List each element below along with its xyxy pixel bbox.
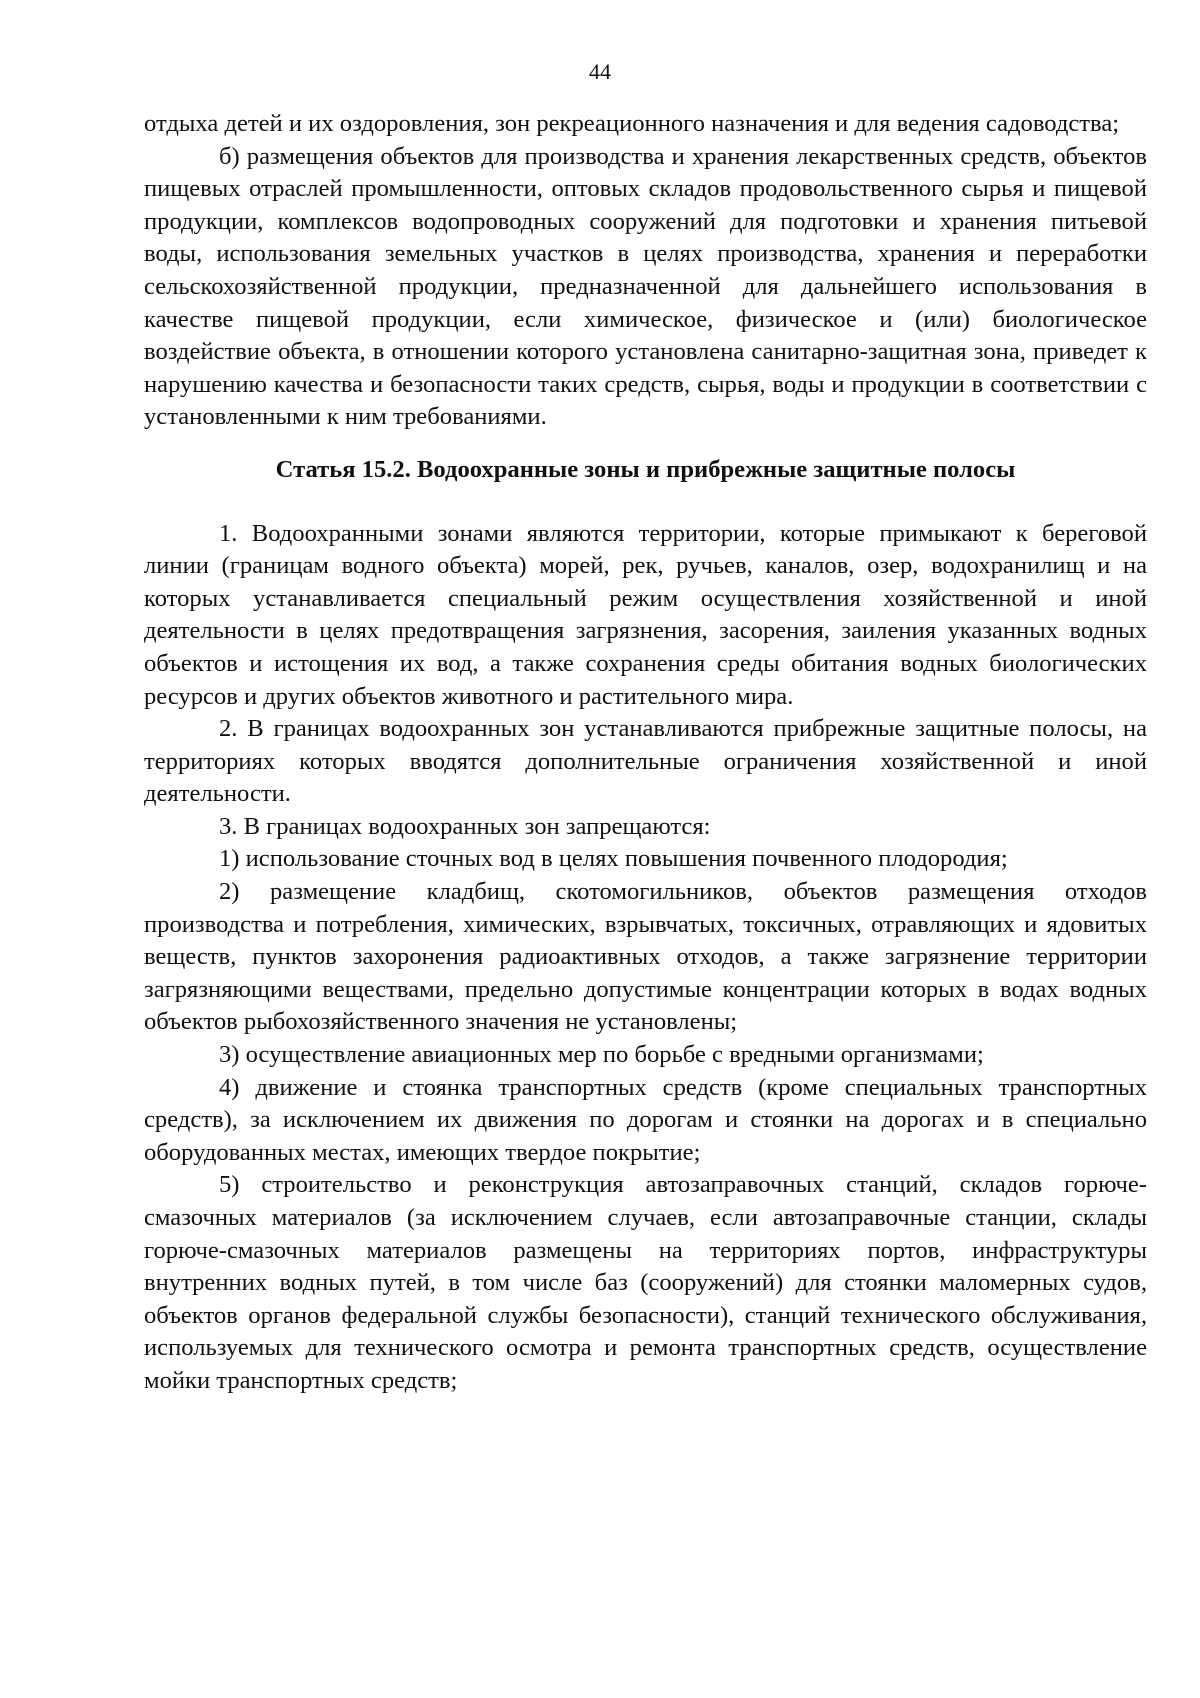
article-heading-block — [144, 434, 1147, 518]
paragraph-clause-3: 3. В границах водоохранных зон запрещаются: — [219, 812, 711, 840]
document-body — [144, 108, 1147, 1398]
list-item-4: 4) движение и стоянка транспортных средств (кроме специальных транспортных средств), за исключением их движения по дорогам и стоянки на дорогах и в специально оборудованных местах, имеющих твердое покрытие; — [144, 1073, 1147, 1166]
list-item-1: 1) использование сточных вод в целях повышения почвенного плодородия; — [219, 845, 1008, 873]
list-item-3: 3) осуществление авиационных мер по борьбе с вредными организмами; — [219, 1041, 984, 1069]
paragraph-continuation: отдыха детей и их оздоровления, зон рекреационного назначения и для ведения садоводства; — [144, 110, 1120, 137]
paragraph-item-b: б) размещения объектов для производства и хранения лекарственных средств, объектов пищевых отраслей промышленности, оптовых складов продовольственного сырья и пищевой продукции, комплексов водопроводных сооружений для подготовки и хранения питьевой воды, использования земельных участков в целях производства, хранения и переработки сельскохозяйственной продукции, предназначенной для дальнейшего использования в качестве пищевой продукции, если химическое, физическое и (или) биологическое воздействие объекта, в отношении которого установлена санитарно-защитная зона, приведет к нарушению качества и безопасности таких средств, сырья, воды и продукции в соответствии с установленными к ним требованиями. — [144, 142, 1147, 431]
page-number: 44 — [589, 59, 611, 84]
list-item-2: 2) размещение кладбищ, скотомогильников, объектов размещения отходов производства и потребления, химических, взрывчатых, токсичных, отравляющих и ядовитых веществ, пунктов захоронения радиоактивных отходов, а также загрязнение территории загрязняющими веществами, предельно допустимые концентрации которых в водах водных объектов рыбохозяйственного значения не установлены; — [144, 878, 1147, 1036]
article-heading: Статья 15.2. Водоохранные зоны и прибрежные защитные полосы — [275, 455, 1016, 483]
paragraph-clause-2: 2. В границах водоохранных зон устанавливаются прибрежные защитные полосы, на территориях которых вводятся дополнительные ограничения хозяйственной и иной деятельности. — [144, 715, 1147, 808]
paragraph-clause-1: 1. Водоохранными зонами являются территории, которые примыкают к береговой линии (границам водного объекта) морей, рек, ручьев, каналов, озер, водохранилищ и на которых устанавливается специальный режим осуществления хозяйственной и иной деятельности в целях предотвращения загрязнения, засорения, заиления указанных водных объектов и истощения их вод, а также сохранения среды обитания водных биологических ресурсов и других объектов животного и растительного мира. — [144, 519, 1147, 710]
list-item-5: 5) строительство и реконструкция автозаправочных станций, складов горюче-смазочных материалов (за исключением случаев, если автозаправочные станции, склады горюче-смазочных материалов размещены на территориях портов, инфраструктуры внутренних водных путей, в том числе баз (сооружений) для стоянки маломерных судов, объектов органов федеральной службы безопасности), станций технического обслуживания, используемых для технического осмотра и ремонта транспортных средств, осуществление мойки транспортных средств; — [144, 1171, 1147, 1394]
